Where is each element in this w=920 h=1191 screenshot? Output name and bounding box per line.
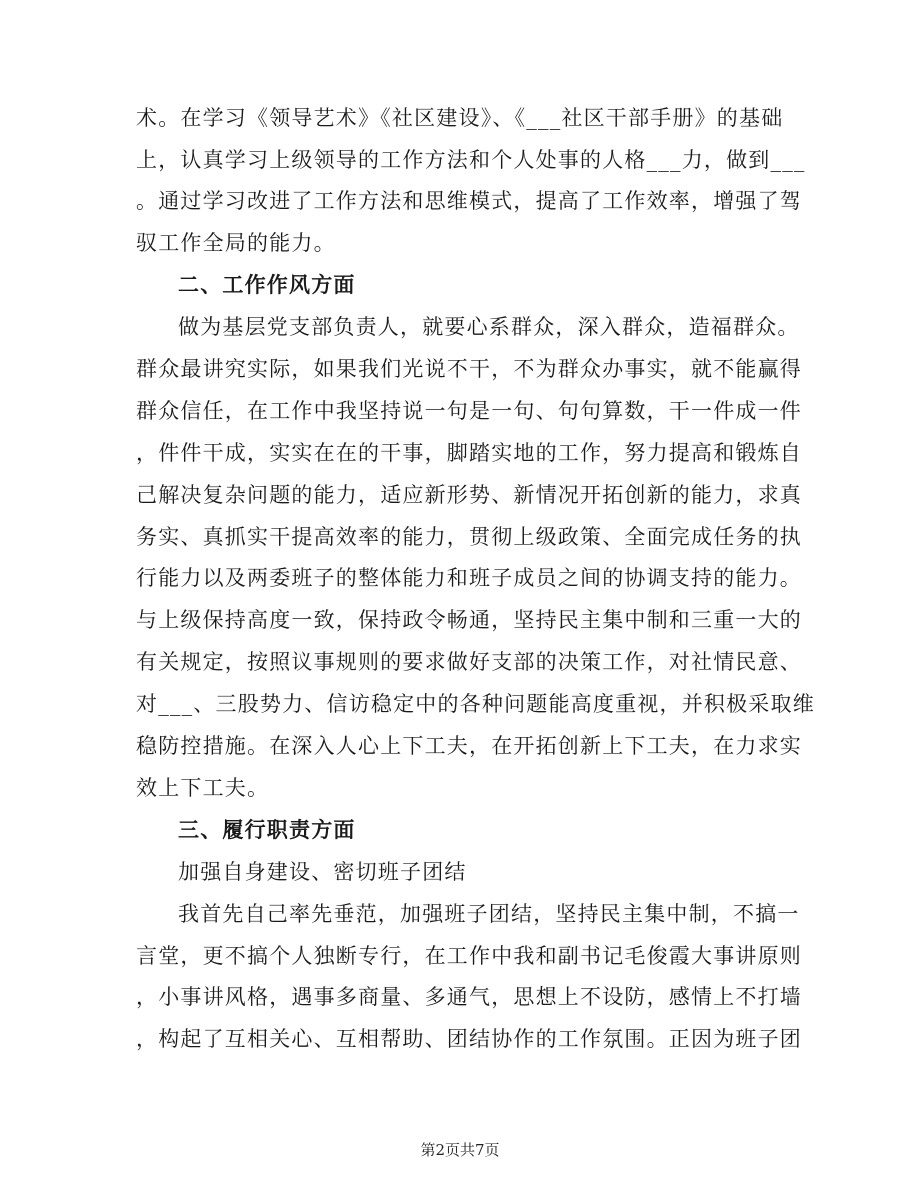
text-line: ，构起了互相关心、互相帮助、团结协作的工作氛围。正因为班子团: [136, 1027, 802, 1051]
text-line: 效上下工夫。: [136, 776, 270, 800]
text-line: 。通过学习改进了工作方法和思维模式，提高了工作效率，增强了驾: [136, 189, 802, 213]
text-line: 言堂，更不搞个人独断专行，在工作中我和副书记毛俊霞大事讲原则: [136, 944, 802, 968]
text-line: 对___、三股势力、信访稳定中的各种问题能高度重视，并积极采取维: [136, 692, 815, 716]
text-line: 行能力以及两委班子的整体能力和班子成员之间的协调支持的能力。: [136, 566, 802, 590]
text-line: 有关规定，按照议事规则的要求做好支部的决策工作，对社情民意、: [136, 650, 802, 674]
text-line: 己解决复杂问题的能力，适应新形势、新情况开拓创新的能力，求真: [136, 483, 802, 507]
text-line: 稳防控措施。在深入人心上下工夫，在开拓创新上下工夫，在力求实: [136, 734, 802, 758]
page-number-footer: 第2页共7页: [420, 1141, 500, 1159]
text-line: 上，认真学习上级领导的工作方法和个人处事的人格___力，做到___: [136, 148, 806, 172]
section-heading: 二、工作作风方面: [178, 272, 356, 297]
text-line: 务实、真抓实干提高效率的能力，贯彻上级政策、全面完成任务的执: [136, 525, 802, 549]
section-heading: 三、履行职责方面: [178, 817, 356, 842]
text-line: 群众信任，在工作中我坚持说一句是一句、句句算数，干一件成一件: [136, 399, 802, 423]
text-line: ，件件干成，实实在在的干事，脚踏实地的工作，努力提高和锻炼自: [136, 441, 802, 465]
text-line: 与上级保持高度一致，保持政令畅通，坚持民主集中制和三重一大的: [136, 608, 802, 632]
subheading: 加强自身建设、密切班子团结: [178, 860, 467, 884]
text-line: 做为基层党支部负责人，就要心系群众，深入群众，造福群众。: [178, 315, 800, 339]
text-line: 术。在学习《领导艺术》《社区建设》、《___社区干部手册》的基础: [136, 106, 784, 130]
text-line: 我首先自己率先垂范，加强班子团结，坚持民主集中制，不搞一: [178, 902, 800, 926]
text-line: 驭工作全局的能力。: [136, 231, 336, 255]
text-line: 群众最讲究实际，如果我们光说不干，不为群众办事实，就不能赢得: [136, 357, 802, 381]
text-line: ，小事讲风格，遇事多商量、多通气，思想上不设防，感情上不打墙: [136, 985, 802, 1009]
